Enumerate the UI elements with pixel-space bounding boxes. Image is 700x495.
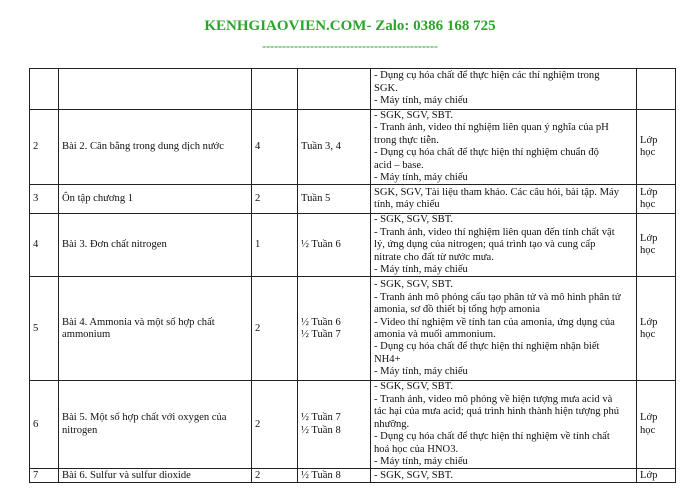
period-count: 1 bbox=[255, 239, 261, 251]
cell-periods bbox=[252, 185, 298, 214]
cell-lesson bbox=[59, 185, 252, 214]
cell-devices bbox=[371, 277, 637, 381]
cell-place bbox=[637, 469, 676, 483]
cell-number bbox=[30, 214, 59, 277]
cell-periods bbox=[252, 381, 298, 469]
device-line: - Máy tính, máy chiếu bbox=[374, 366, 468, 378]
place-line: Lớp bbox=[640, 187, 658, 199]
place-line: Lớp bbox=[640, 412, 658, 424]
cell-devices bbox=[371, 185, 637, 214]
cell-place bbox=[637, 110, 676, 185]
device-line: SGK. bbox=[374, 82, 398, 94]
place-line: Lớp bbox=[640, 233, 658, 245]
device-line: - Máy tính, máy chiếu bbox=[374, 172, 468, 184]
week-label: ½ Tuần 6 bbox=[301, 316, 341, 328]
device-line: - Tranh ảnh, video thí nghiệm liên quan đến tính chất vật bbox=[374, 226, 615, 238]
cell-lesson bbox=[59, 381, 252, 469]
lesson-title: Bài 2. Cân bằng trong dung dịch nước bbox=[62, 141, 224, 153]
device-line: tác hại của mưa acid; quá trình hình thành hiện tượng phú bbox=[374, 406, 620, 418]
table-row bbox=[30, 277, 676, 381]
cell-weeks bbox=[298, 69, 371, 110]
device-line: amonia, sơ đồ thiết bị tổng hợp amonia bbox=[374, 304, 540, 316]
device-line: - SGK, SGV, SBT. bbox=[374, 279, 454, 291]
lesson-plan-table bbox=[29, 68, 676, 483]
row-number: 3 bbox=[33, 193, 39, 205]
cell-place bbox=[637, 214, 676, 277]
cell-number bbox=[30, 110, 59, 185]
cell-weeks bbox=[298, 381, 371, 469]
week-label: Tuần 5 bbox=[301, 193, 331, 205]
cell-place bbox=[637, 69, 676, 110]
device-line: NH4+ bbox=[374, 353, 401, 365]
cell-periods bbox=[252, 69, 298, 110]
cell-weeks bbox=[298, 214, 371, 277]
cell-number bbox=[30, 277, 59, 381]
device-line: - Dụng cụ hóa chất để thực hiện thí nghiệm chuẩn độ bbox=[374, 147, 599, 159]
lesson-plan-body bbox=[30, 69, 676, 483]
device-line: - Tranh ảnh, video thí nghiệm liên quan ý nghĩa của pH bbox=[374, 122, 609, 134]
table-row bbox=[30, 110, 676, 185]
cell-devices bbox=[371, 469, 637, 483]
device-line: - Máy tính, máy chiếu bbox=[374, 95, 468, 107]
device-line: - SGK, SGV, SBT. bbox=[374, 469, 454, 481]
lesson-title: Ôn tập chương 1 bbox=[62, 193, 134, 205]
lesson-title: Bài 5. Một số hợp chất với oxygen của nitrogen bbox=[62, 412, 227, 436]
cell-lesson bbox=[59, 214, 252, 277]
cell-place bbox=[637, 277, 676, 381]
device-line: - Máy tính, máy chiếu bbox=[374, 455, 468, 467]
period-count: 2 bbox=[255, 469, 261, 481]
device-line: - Dụng cụ hóa chất để thực hiện các thí nghiệm trong bbox=[374, 70, 600, 82]
cell-number bbox=[30, 469, 59, 483]
cell-periods bbox=[252, 277, 298, 381]
device-line: hoá học của HNO3. bbox=[374, 443, 459, 455]
row-number: 6 bbox=[33, 418, 39, 430]
place-line: học bbox=[640, 245, 656, 257]
week-label: ½ Tuần 8 bbox=[301, 469, 341, 481]
cell-number bbox=[30, 381, 59, 469]
device-line: lý, ứng dụng của nitrogen; quá trình tạo và cung cấp bbox=[374, 239, 596, 251]
cell-place bbox=[637, 381, 676, 469]
cell-periods bbox=[252, 214, 298, 277]
table-row bbox=[30, 469, 676, 483]
week-label: ½ Tuần 7 bbox=[301, 412, 341, 424]
cell-weeks bbox=[298, 277, 371, 381]
cell-periods bbox=[252, 110, 298, 185]
header-title: KENHGIAOVIEN.COM- Zalo: 0386 168 725 bbox=[204, 18, 496, 34]
table-row bbox=[30, 214, 676, 277]
period-count: 4 bbox=[255, 141, 261, 153]
cell-devices bbox=[371, 110, 637, 185]
device-line: - SGK, SGV, SBT. bbox=[374, 381, 454, 393]
place-line: học bbox=[640, 424, 656, 436]
table-row bbox=[30, 185, 676, 214]
device-line: - SGK, SGV, SBT. bbox=[374, 214, 454, 226]
device-line: SGK, SGV, Tài liệu tham khảo. Các câu hỏi, bài tập. Máy bbox=[374, 187, 619, 199]
device-line: - SGK, SGV, SBT. bbox=[374, 110, 454, 121]
lesson-title: Bài 6. Sulfur và sulfur dioxide bbox=[62, 469, 191, 481]
cell-weeks bbox=[298, 469, 371, 483]
device-line: amonia và muối ammonium. bbox=[374, 328, 496, 340]
table-row bbox=[30, 381, 676, 469]
cell-devices bbox=[371, 381, 637, 469]
device-line: - Tranh ảnh mô phỏng cấu tạo phân tử và mô hình phân tử bbox=[374, 291, 621, 303]
table-row bbox=[30, 69, 676, 110]
week-label: ½ Tuần 7 bbox=[301, 328, 341, 340]
device-line: nhưỡng. bbox=[374, 418, 410, 430]
device-line: trong thực tiễn. bbox=[374, 134, 439, 146]
cell-lesson bbox=[59, 469, 252, 483]
place-line: học bbox=[640, 147, 656, 159]
device-line: acid – base. bbox=[374, 159, 424, 171]
device-line: - Dụng cụ hóa chất để thực hiện thí nghiệm về tính chất bbox=[374, 431, 610, 443]
period-count: 2 bbox=[255, 418, 261, 430]
cell-number bbox=[30, 185, 59, 214]
cell-devices bbox=[371, 214, 637, 277]
device-line: - Dụng cụ hóa chất để thực hiện thí nghiệm nhận biết bbox=[374, 341, 600, 353]
row-number: 7 bbox=[33, 469, 39, 481]
device-line: tính, máy chiếu bbox=[374, 199, 440, 211]
row-number: 5 bbox=[33, 322, 39, 334]
device-line: - Video thí nghiệm về tính tan của amonia, ứng dụng của bbox=[374, 316, 615, 328]
week-label: Tuần 3, 4 bbox=[301, 141, 341, 153]
place-line: Lớp bbox=[640, 469, 658, 481]
lesson-title: Bài 3. Đơn chất nitrogen bbox=[62, 239, 167, 251]
header-underline: -------------------------------------------- bbox=[262, 39, 438, 53]
place-line: Lớp bbox=[640, 316, 658, 328]
row-number: 4 bbox=[33, 239, 39, 251]
cell-lesson bbox=[59, 69, 252, 110]
row-number: 2 bbox=[33, 141, 39, 153]
cell-periods bbox=[252, 469, 298, 483]
place-line: Lớp bbox=[640, 134, 658, 146]
page-header bbox=[0, 18, 700, 51]
cell-weeks bbox=[298, 185, 371, 214]
period-count: 2 bbox=[255, 322, 261, 334]
week-label: ½ Tuần 6 bbox=[301, 239, 341, 251]
cell-number bbox=[30, 69, 59, 110]
cell-lesson bbox=[59, 277, 252, 381]
cell-devices bbox=[371, 69, 637, 110]
cell-lesson bbox=[59, 110, 252, 185]
device-line: - Tranh ảnh, video mô phỏng về hiện tượng mưa acid và bbox=[374, 393, 613, 405]
period-count: 2 bbox=[255, 193, 261, 205]
device-line: - Máy tính, máy chiếu bbox=[374, 264, 468, 276]
cell-place bbox=[637, 185, 676, 214]
week-label: ½ Tuần 8 bbox=[301, 424, 341, 436]
lesson-title: Bài 4. Ammonia và một số hợp chất ammonium bbox=[62, 316, 215, 340]
place-line: học bbox=[640, 328, 656, 340]
cell-weeks bbox=[298, 110, 371, 185]
device-line: nitrate cho đất từ nước mưa. bbox=[374, 251, 494, 263]
place-line: học bbox=[640, 199, 656, 211]
